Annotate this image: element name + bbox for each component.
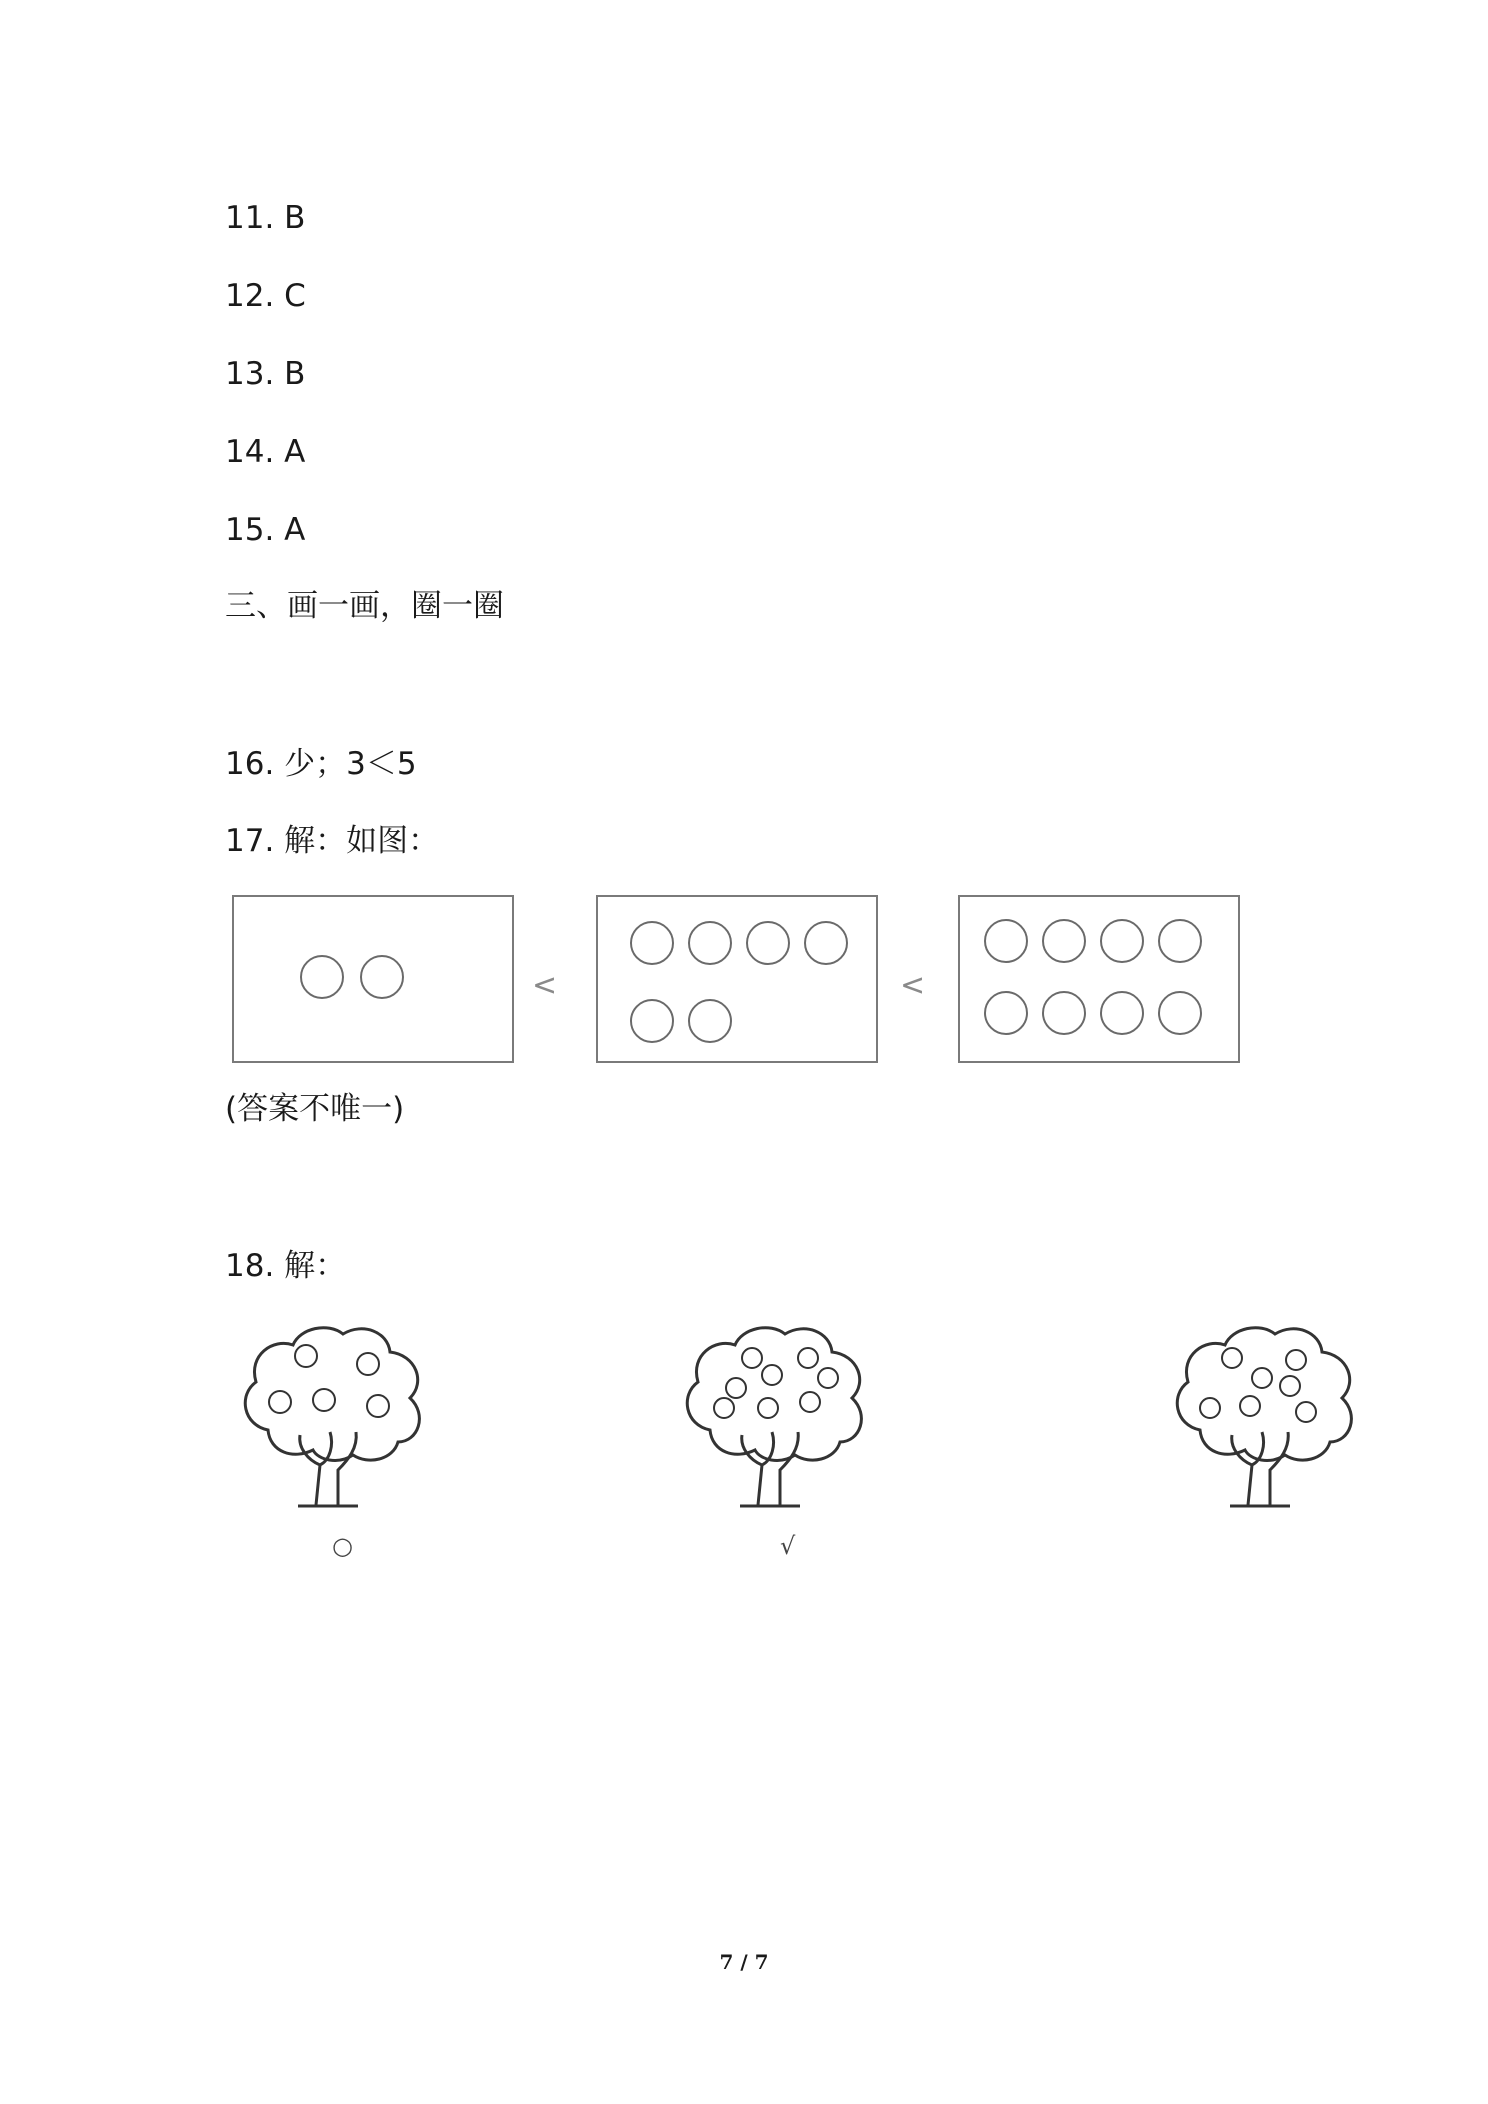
circle [984, 991, 1028, 1035]
answer-11: 11. B [225, 200, 306, 236]
circle [688, 921, 732, 965]
circle [630, 921, 674, 965]
circle [1100, 919, 1144, 963]
circle [1042, 919, 1086, 963]
less-than-sign: < [900, 968, 926, 1003]
circle [984, 919, 1028, 963]
circle [1158, 919, 1202, 963]
answer-12: 12. C [225, 278, 306, 314]
circle [1042, 991, 1086, 1035]
q17-box-1 [232, 895, 514, 1063]
answer-16: 16. 少；3＜5 [225, 746, 417, 782]
circle [746, 921, 790, 965]
circle [688, 999, 732, 1043]
answer-17: 17. 解：如图： [225, 823, 440, 859]
circle [300, 955, 344, 999]
answer-13: 13. B [225, 356, 306, 392]
tree-2-mark: √ [780, 1532, 796, 1560]
tree-1-mark: ○ [332, 1532, 353, 1560]
apple-tree-1 [238, 1320, 428, 1510]
section-3-title: 三、画一画，圈一圈 [225, 588, 504, 624]
circle [1158, 991, 1202, 1035]
apple-tree-2 [680, 1320, 870, 1510]
q17-box-3 [958, 895, 1240, 1063]
circle [630, 999, 674, 1043]
less-than-sign: < [532, 968, 558, 1003]
answer-15: 15. A [225, 512, 306, 548]
circle [360, 955, 404, 999]
apple-tree-3 [1170, 1320, 1360, 1510]
answer-14: 14. A [225, 434, 306, 470]
page-number: 7 / 7 [719, 1950, 769, 1974]
q17-box-2 [596, 895, 878, 1063]
answer-18: 18. 解： [225, 1248, 347, 1284]
circle [804, 921, 848, 965]
circle [1100, 991, 1144, 1035]
q17-note: (答案不唯一) [225, 1091, 405, 1127]
